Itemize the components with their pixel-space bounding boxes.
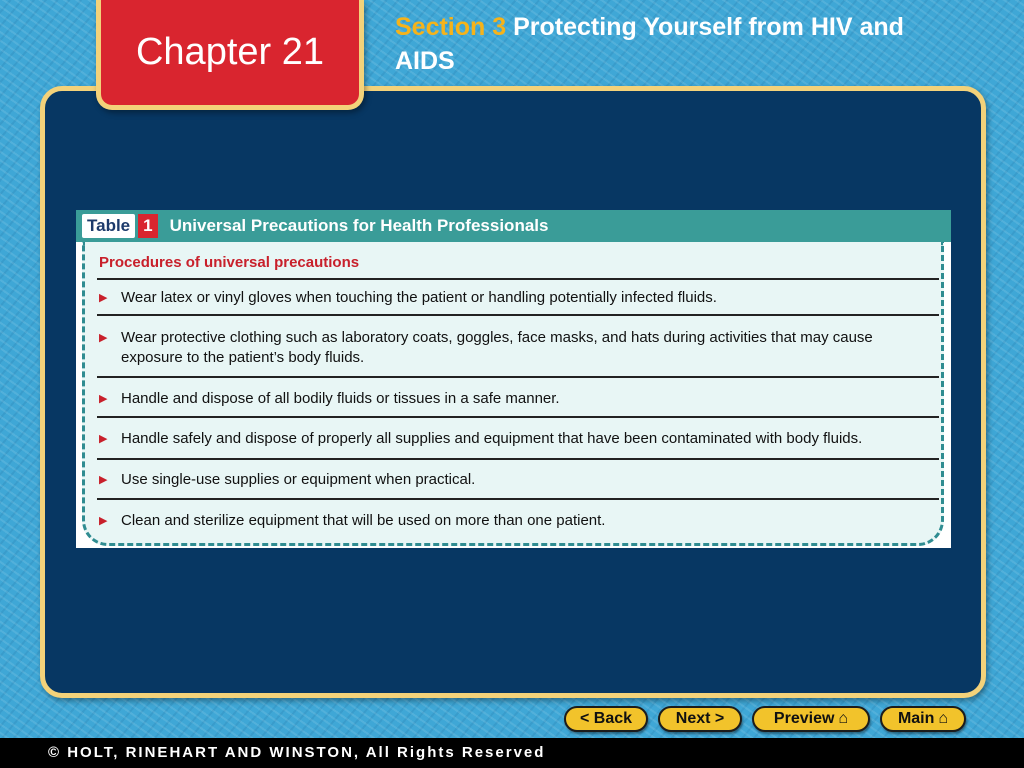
- list-item-text: Wear latex or vinyl gloves when touching the patient or handling potentially infected fluids.: [121, 289, 717, 306]
- chapter-title: Chapter 21: [135, 31, 324, 73]
- list-item-text: Wear protective clothing such as laboratory coats, goggles, face masks, and hats during activities that may cause exposure to the patient’s body fluids.: [121, 329, 873, 366]
- divider: [97, 278, 939, 280]
- list-item-text: Clean and sterilize equipment that will be used on more than one patient.: [121, 512, 606, 529]
- main-button[interactable]: [880, 706, 966, 732]
- back-button-label: < Back: [579, 710, 633, 727]
- divider: [97, 458, 939, 460]
- list-item: [99, 288, 929, 308]
- section-title: Protecting Yourself from HIV and AIDS: [395, 13, 904, 75]
- triangle-right-icon: ▶: [99, 393, 108, 405]
- divider: [97, 314, 939, 316]
- divider: [97, 376, 939, 378]
- table-body: [82, 242, 944, 546]
- section-heading: [395, 10, 915, 78]
- procedures-heading: Procedures of universal precautions: [99, 254, 360, 271]
- list-item: [99, 429, 929, 449]
- list-item-text: Handle and dispose of all bodily fluids or tissues in a safe manner.: [121, 390, 560, 407]
- back-button[interactable]: [564, 706, 648, 732]
- table-label: Table: [82, 214, 135, 238]
- list-item: [99, 328, 929, 368]
- triangle-right-icon: ▶: [99, 292, 108, 304]
- section-label: Section 3: [395, 13, 507, 41]
- triangle-right-icon: ▶: [99, 332, 108, 344]
- preview-button[interactable]: [752, 706, 870, 732]
- preview-button-label: Preview: [773, 710, 835, 727]
- table-header: [76, 210, 951, 242]
- divider: [97, 498, 939, 500]
- main-button-label: Main: [897, 710, 935, 727]
- list-item: [99, 389, 929, 409]
- next-button-label: Next >: [675, 710, 725, 727]
- chapter-tab: [96, 0, 364, 110]
- home-icon: ⌂: [838, 710, 849, 727]
- triangle-right-icon: ▶: [99, 433, 108, 445]
- copyright-text: © HOLT, RINEHART AND WINSTON, All Rights Reserved: [48, 744, 546, 761]
- triangle-right-icon: ▶: [99, 474, 108, 486]
- divider: [97, 416, 939, 418]
- table-title: Universal Precautions for Health Professionals: [169, 216, 549, 235]
- list-item: [99, 470, 929, 490]
- home-icon: ⌂: [938, 710, 949, 727]
- list-item-text: Handle safely and dispose of properly all supplies and equipment that have been contaminated with body fluids.: [121, 430, 863, 447]
- list-item-text: Use single-use supplies or equipment when practical.: [121, 471, 476, 488]
- list-item: [99, 511, 929, 531]
- triangle-right-icon: ▶: [99, 515, 108, 527]
- precautions-table: [76, 210, 951, 548]
- table-number: 1: [138, 214, 157, 238]
- next-button[interactable]: [658, 706, 742, 732]
